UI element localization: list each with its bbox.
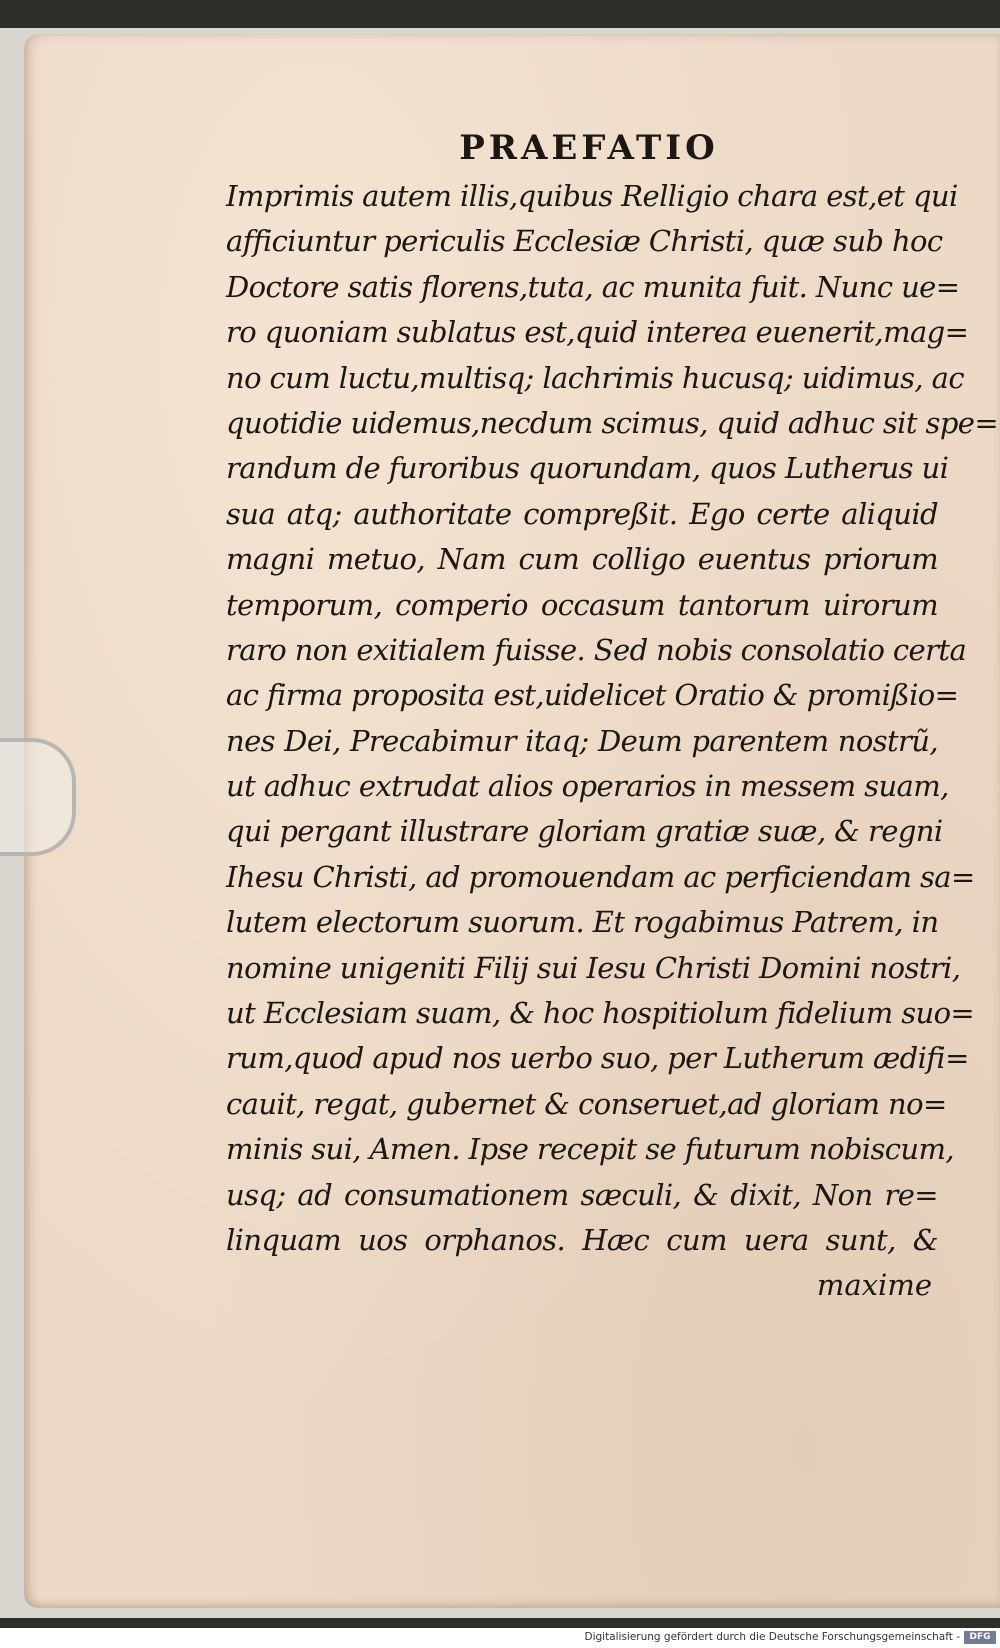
text-line: nomine unigeniti Filij sui Iesu Christi Domini nostri, [226, 950, 961, 985]
page-heading: PRAEFATIO [459, 128, 719, 168]
text-line: temporum, comperio occasum tantorum uirorum [226, 587, 938, 622]
text-line: Ihesu Christi, ad promouendam ac perficiendam sa= [226, 859, 975, 894]
text-line: randum de furoribus quorundam, quos Lutherus ui [226, 451, 949, 486]
text-line: Imprimis autem illis,quibus Relligio chara est,et qui [226, 179, 958, 213]
text-line: afficiuntur periculis Ecclesiæ Christi, quæ sub hoc [226, 224, 943, 259]
text-line: ac firma proposita est,uidelicet Oratio & promißio= [226, 678, 959, 713]
text-line: raro non exitialem fuisse. Sed nobis consolatio certa [226, 632, 967, 667]
dfg-logo-badge: DFG [964, 1631, 996, 1644]
catchword: maxime [816, 1268, 932, 1303]
text-line: lutem electorum suorum. Et rogabimus Patrem, in [226, 905, 939, 940]
text-line: ut adhuc extrudat alios operarios in messem suam, [226, 769, 949, 804]
text-line: cauit, regat, gubernet & conseruet,ad gloriam no= [226, 1086, 947, 1121]
funding-credit: Digitalisierung gefördert durch die Deutsche Forschungsgemeinschaft - [584, 1631, 960, 1643]
text-line: magni metuo, Nam cum colligo euentus priorum [226, 542, 938, 577]
text-line: quotidie uidemus,necdum scimus, quid adhuc sit spe= [226, 405, 999, 440]
text-line: minis sui, Amen. Ipse recepit se futurum nobiscum, [226, 1132, 954, 1167]
page-text [226, 126, 999, 1308]
page-clip [0, 738, 76, 856]
text-line: sua atq; authoritate compreßit. Ego certe aliquid [226, 496, 938, 531]
text-line: nes Dei, Precabimur itaq; Deum parentem nostrũ, [226, 723, 938, 758]
text-line: no cum luctu,multisq; lachrimis hucusq; uidimus, ac [226, 360, 964, 395]
text-line: ro quoniam sublatus est,quid interea euenerit,mag= [226, 315, 969, 350]
text-line: linquam uos orphanos. Hæc cum uera sunt, & [226, 1222, 938, 1257]
text-line: Doctore satis florens,tuta, ac munita fuit. Nunc ue= [226, 269, 960, 304]
text-line: qui pergant illustrare gloriam gratiæ suæ, & regni [226, 814, 943, 849]
text-line: rum,quod apud nos uerbo suo, per Lutherum ædifi= [226, 1041, 969, 1076]
text-line: ut Ecclesiam suam, & hoc hospitiolum fidelium suo= [226, 996, 975, 1031]
text-line: usq; ad consumationem sæculi, & dixit, Non re= [226, 1177, 938, 1212]
